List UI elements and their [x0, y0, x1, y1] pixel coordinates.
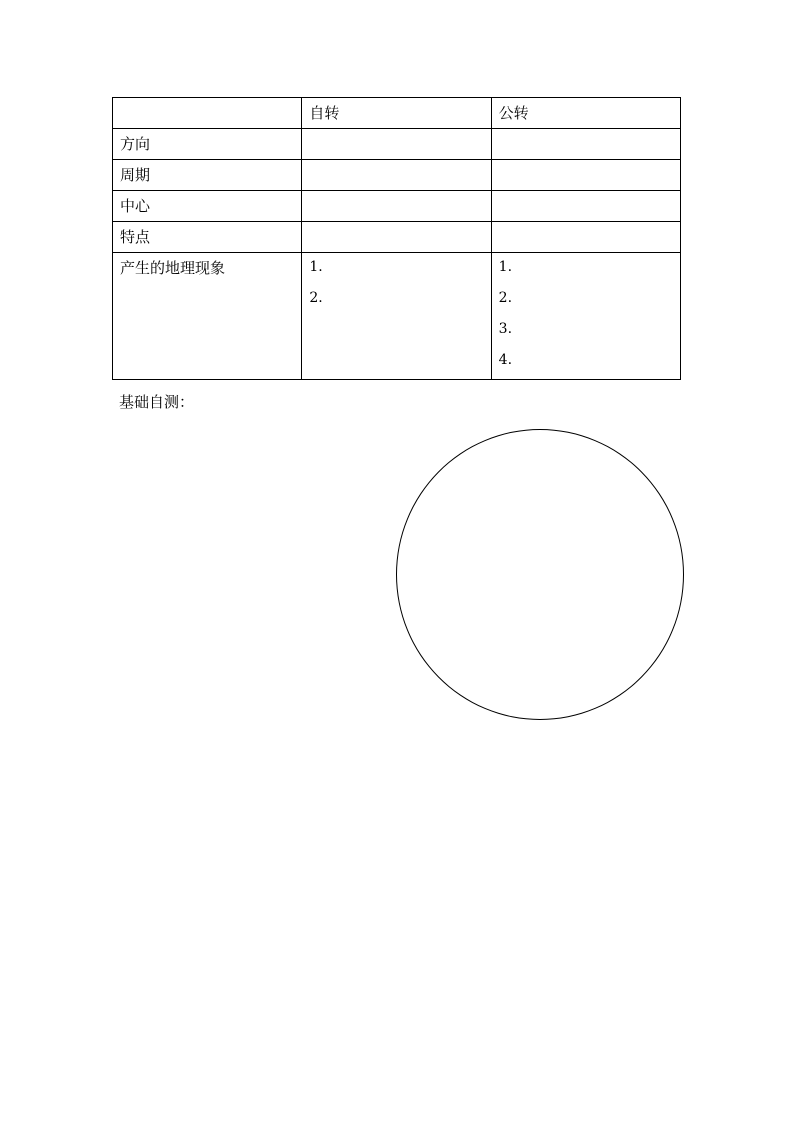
table-row	[113, 160, 681, 191]
comparison-table	[112, 97, 681, 380]
answer-cell-rotation-phenomena[interactable]	[302, 253, 491, 380]
row-label-features: 特点	[113, 222, 302, 253]
row-label-center: 中心	[113, 191, 302, 222]
answer-cell-revolution-features[interactable]	[491, 222, 680, 253]
list-item: 4.	[498, 352, 513, 368]
row-label-period: 周期	[113, 160, 302, 191]
rotation-phenomena-list	[309, 253, 483, 317]
table-row	[113, 191, 681, 222]
list-item: 2.	[498, 290, 513, 306]
answer-cell-revolution-center[interactable]	[491, 191, 680, 222]
answer-cell-rotation-direction[interactable]	[302, 129, 491, 160]
list-item: 3.	[498, 321, 513, 337]
list-item: 2.	[309, 290, 323, 306]
earth-circle-diagram	[396, 429, 684, 720]
header-cell-empty	[113, 98, 302, 129]
row-label-direction: 方向	[113, 129, 302, 160]
table-row	[113, 222, 681, 253]
answer-cell-revolution-direction[interactable]	[491, 129, 680, 160]
table-header-row	[113, 98, 681, 129]
answer-cell-revolution-phenomena[interactable]	[491, 253, 680, 380]
answer-cell-rotation-center[interactable]	[302, 191, 491, 222]
list-item: 1.	[309, 259, 323, 275]
row-label-phenomena: 产生的地理现象	[113, 253, 302, 380]
answer-cell-rotation-period[interactable]	[302, 160, 491, 191]
header-cell-revolution: 公转	[491, 98, 680, 129]
answer-cell-revolution-period[interactable]	[491, 160, 680, 191]
header-cell-rotation: 自转	[302, 98, 491, 129]
answer-cell-rotation-features[interactable]	[302, 222, 491, 253]
table-row-phenomena	[113, 253, 681, 380]
revolution-phenomena-list	[499, 253, 673, 379]
table-row	[113, 129, 681, 160]
basic-test-label: 基础自测：	[119, 393, 195, 411]
list-item: 1.	[498, 259, 513, 275]
